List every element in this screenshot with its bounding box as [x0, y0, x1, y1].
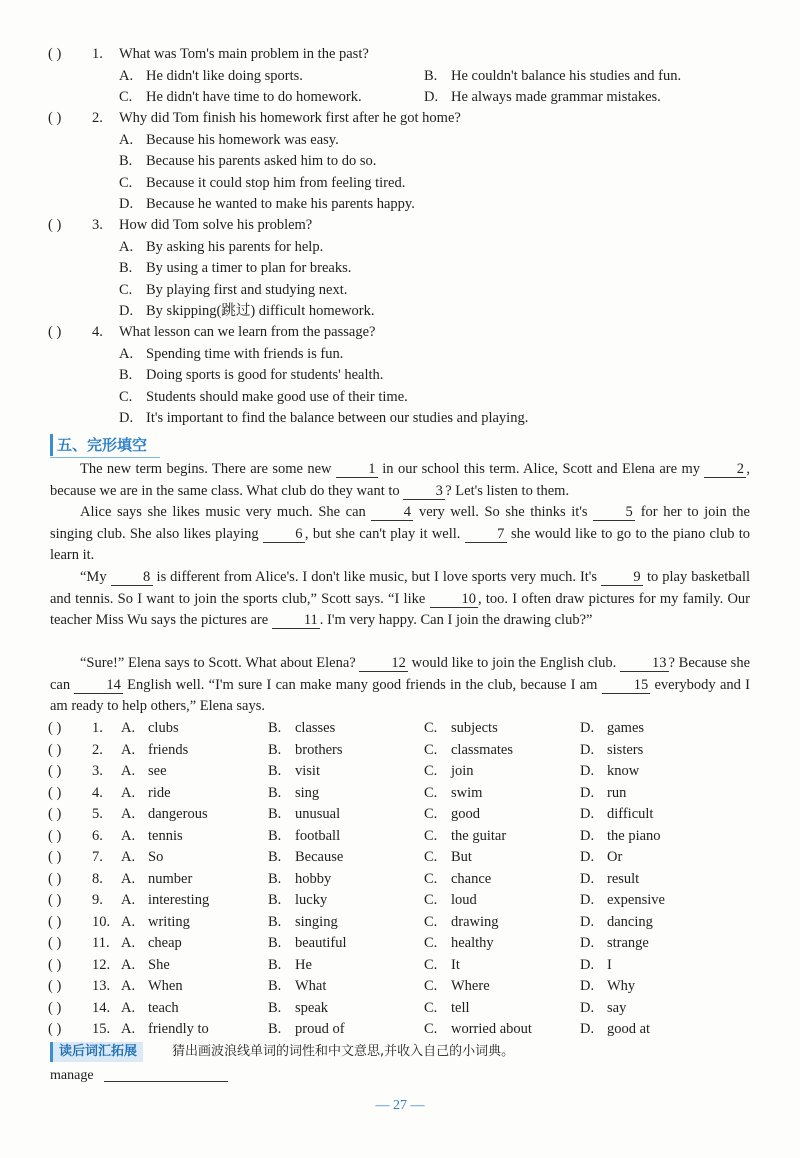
option-letter: D.	[580, 784, 595, 801]
option-letter: B.	[268, 849, 282, 865]
option-letter: A.	[121, 892, 136, 908]
option-letter: A.	[121, 978, 136, 994]
blank-2[interactable]: 2	[704, 461, 746, 478]
answer-bracket[interactable]: ( )	[48, 827, 62, 844]
blank-7[interactable]: 7	[465, 526, 507, 543]
option-a[interactable]: see	[148, 763, 167, 779]
option-d[interactable]: result	[607, 870, 640, 887]
option-a[interactable]: friendly to	[148, 1021, 209, 1037]
answer-bracket[interactable]: ( )	[48, 978, 62, 994]
passage-text: English well. “I'm sure I can make many good friends in the club, because I am	[122, 676, 602, 693]
passage-text: would like to join the English club.	[407, 655, 621, 671]
question-number: 11.	[92, 935, 110, 951]
question-text: Why did Tom finish his homework first after he got home?	[119, 110, 461, 126]
passage-text: “My	[80, 569, 111, 585]
blank-12[interactable]: 12	[359, 655, 408, 672]
option-letter: B.	[268, 978, 282, 994]
option-letter: C.	[424, 935, 438, 951]
passage-text: , too. I often draw pictures for my family. Our teacher Miss Wu says the pictures are	[50, 590, 751, 629]
question-number: 5.	[92, 806, 103, 822]
answer-bracket[interactable]: ( )	[48, 217, 62, 233]
blank-11[interactable]: 11	[272, 612, 320, 629]
question-number: 12.	[92, 956, 111, 973]
option-c[interactable]: healthy	[451, 935, 494, 951]
passage-text: , but she can't play it well.	[304, 525, 465, 542]
option-letter: D.	[580, 1021, 595, 1037]
option-text[interactable]: Because his parents asked him to do so.	[146, 153, 377, 169]
option-letter: C.	[119, 388, 133, 405]
option-text[interactable]: By playing first and studying next.	[146, 281, 348, 298]
passage-text: to play basketball and tennis. So I want to join the sports club,” Scott says. “I like	[50, 569, 750, 607]
option-d[interactable]: Or	[607, 849, 623, 865]
option-c[interactable]: subjects	[451, 720, 498, 736]
option-a[interactable]: cheap	[148, 935, 182, 951]
option-text[interactable]: Because it could stop him from feeling tired.	[146, 174, 406, 191]
option-c[interactable]: worried about	[451, 1021, 532, 1037]
passage-text: in our school this term. Alice, Scott and Elena are my	[377, 461, 705, 477]
option-letter: A.	[121, 806, 136, 822]
option-letter: B.	[424, 67, 438, 84]
option-letter: A.	[119, 345, 134, 362]
option-letter: C.	[424, 956, 438, 973]
answer-bracket[interactable]: ( )	[48, 763, 62, 779]
question-text: How did Tom solve his problem?	[119, 217, 313, 233]
option-letter: A.	[121, 956, 136, 973]
option-a[interactable]: interesting	[148, 892, 210, 908]
option-letter: A.	[121, 999, 136, 1016]
question-number: 9.	[92, 892, 103, 908]
option-letter: C.	[424, 892, 438, 908]
option-letter: C.	[424, 827, 438, 844]
answer-bracket[interactable]: ( )	[48, 956, 62, 973]
answer-bracket[interactable]: ( )	[48, 784, 62, 801]
passage-paragraph	[50, 653, 750, 718]
option-letter: A.	[121, 1021, 136, 1037]
option-letter: C.	[424, 784, 438, 801]
blank-4[interactable]: 4	[371, 504, 413, 521]
question-number: 15.	[92, 1021, 111, 1037]
option-letter: A.	[121, 827, 136, 844]
option-letter: C.	[424, 978, 438, 994]
passage-text: she would like to go to the piano club to learn it.	[50, 525, 750, 564]
vocab-instruction: 猜出画波浪线单词的词性和中文意思,并收入自己的小词典。	[172, 1044, 515, 1059]
option-b[interactable]: Because	[295, 849, 344, 865]
option-letter: D.	[119, 410, 134, 426]
option-c[interactable]: swim	[451, 784, 483, 801]
option-d[interactable]: good at	[607, 1021, 651, 1037]
option-letter: D.	[119, 303, 134, 319]
option-text[interactable]: Because he wanted to make his parents happy.	[146, 196, 415, 212]
option-c[interactable]: tell	[451, 999, 470, 1016]
option-letter: D.	[580, 999, 595, 1016]
option-a[interactable]: writing	[148, 913, 190, 930]
option-letter: D.	[580, 849, 595, 865]
page-number: — 27 —	[375, 1098, 425, 1113]
answer-bracket[interactable]: ( )	[48, 46, 62, 62]
option-b[interactable]: speak	[295, 999, 329, 1016]
option-b[interactable]: classes	[295, 720, 336, 736]
option-a[interactable]: ride	[148, 784, 171, 801]
passage-paragraph	[50, 567, 750, 632]
option-letter: B.	[119, 153, 133, 169]
option-letter: D.	[580, 741, 595, 758]
option-a[interactable]: friends	[148, 741, 189, 758]
question-number: 6.	[92, 827, 103, 844]
option-b[interactable]: He	[295, 956, 312, 973]
passage-text: “Sure!” Elena says to Scott. What about Elena?	[80, 655, 360, 671]
option-letter: A.	[121, 784, 136, 801]
option-letter: B.	[268, 763, 282, 779]
option-text[interactable]: He didn't like doing sports.	[146, 67, 303, 84]
option-d[interactable]: I	[607, 956, 612, 973]
blank-6[interactable]: 6	[263, 526, 305, 543]
option-a[interactable]: She	[148, 956, 170, 973]
option-letter: D.	[119, 196, 134, 212]
blank-1[interactable]: 1	[336, 461, 378, 478]
option-text[interactable]: Students should make good use of their time.	[146, 388, 408, 405]
question-number: 10.	[92, 913, 111, 930]
vocab-word: manage	[50, 1068, 94, 1083]
answer-bracket[interactable]: ( )	[48, 324, 62, 340]
option-letter: B.	[119, 367, 133, 383]
option-letter: A.	[119, 131, 134, 148]
passage-text: The new term begins. There are some new	[80, 461, 336, 477]
option-text[interactable]: By skipping(跳过) difficult homework.	[146, 303, 375, 319]
option-d[interactable]: say	[607, 999, 627, 1016]
option-text[interactable]: It's important to find the balance between our studies and playing.	[146, 410, 529, 426]
option-letter: C.	[424, 720, 438, 736]
passage-text: for her to join the singing club. She also likes playing	[50, 504, 750, 542]
option-c[interactable]: join	[451, 763, 474, 779]
option-letter: B.	[268, 999, 282, 1016]
passage-text: is different from Alice's. I don't like music, but I love sports very much. It's	[152, 569, 602, 585]
option-letter: B.	[268, 827, 282, 844]
option-letter: C.	[424, 849, 438, 865]
option-d[interactable]: expensive	[607, 892, 665, 908]
option-b[interactable]: What	[295, 978, 327, 994]
option-letter: B.	[268, 956, 282, 973]
option-letter: D.	[580, 763, 595, 779]
answer-bracket[interactable]: ( )	[48, 849, 62, 865]
option-letter: D.	[580, 720, 595, 736]
option-b[interactable]: unusual	[295, 806, 341, 822]
answer-bracket[interactable]: ( )	[48, 935, 62, 951]
blank-5[interactable]: 5	[593, 504, 635, 521]
blank-10[interactable]: 10	[430, 591, 479, 608]
option-letter: C.	[424, 999, 438, 1016]
option-letter: C.	[424, 1021, 438, 1037]
option-letter: B.	[119, 260, 133, 276]
option-text[interactable]: He couldn't balance his studies and fun.	[451, 67, 682, 84]
option-letter: D.	[580, 827, 595, 844]
blank-8[interactable]: 8	[111, 569, 153, 586]
vocab-tag: 读后词汇拓展	[50, 1042, 143, 1062]
option-d[interactable]: know	[607, 763, 640, 779]
option-d[interactable]: Why	[607, 978, 636, 994]
option-letter: D.	[580, 978, 595, 994]
option-letter: A.	[121, 849, 136, 865]
option-d[interactable]: difficult	[607, 806, 654, 822]
passage-text: very well. So she thinks it's	[413, 504, 594, 520]
option-a[interactable]: When	[148, 978, 183, 994]
option-c[interactable]: loud	[451, 892, 477, 908]
blank-13[interactable]: 13	[620, 655, 669, 672]
option-letter: B.	[268, 1021, 282, 1037]
question-text: What lesson can we learn from the passage?	[119, 324, 376, 340]
option-letter: A.	[119, 67, 134, 84]
blank-14[interactable]: 14	[74, 677, 123, 694]
option-c[interactable]: But	[451, 849, 472, 865]
question-number: 8.	[92, 870, 103, 887]
question-number: 13.	[92, 978, 111, 994]
option-letter: B.	[268, 741, 282, 758]
answer-bracket[interactable]: ( )	[48, 892, 62, 908]
option-letter: A.	[119, 238, 134, 255]
vocab-answer-line[interactable]	[104, 1081, 228, 1082]
option-text[interactable]: Doing sports is good for students' health.	[146, 367, 384, 383]
option-c[interactable]: the guitar	[451, 827, 507, 844]
option-c[interactable]: good	[451, 806, 480, 822]
answer-bracket[interactable]: ( )	[48, 870, 62, 887]
option-text[interactable]: He always made grammar mistakes.	[451, 89, 661, 105]
section-title: 五、完形填空	[50, 434, 151, 456]
passage-paragraph	[50, 502, 750, 567]
answer-bracket[interactable]: ( )	[48, 741, 62, 758]
option-letter: B.	[268, 806, 282, 822]
option-a[interactable]: clubs	[148, 720, 179, 736]
option-b[interactable]: singing	[295, 913, 338, 930]
question-number: 1.	[92, 46, 103, 62]
option-d[interactable]: games	[607, 720, 645, 736]
question-number: 1.	[92, 720, 103, 736]
option-c[interactable]: chance	[451, 870, 492, 887]
option-a[interactable]: dangerous	[148, 806, 208, 822]
option-b[interactable]: lucky	[295, 892, 328, 908]
option-letter: C.	[119, 281, 133, 298]
answer-bracket[interactable]: ( )	[48, 999, 62, 1016]
option-d[interactable]: strange	[607, 935, 649, 951]
answer-bracket[interactable]: ( )	[48, 110, 62, 126]
option-a[interactable]: teach	[148, 999, 179, 1016]
question-number: 3.	[92, 217, 103, 233]
option-text[interactable]: By using a timer to plan for breaks.	[146, 260, 352, 276]
option-b[interactable]: beautiful	[295, 935, 347, 951]
option-letter: A.	[121, 720, 136, 736]
answer-bracket[interactable]: ( )	[48, 720, 62, 736]
passage-text: , because we are in the same class. What club do they want to	[50, 461, 750, 499]
section-underline	[50, 457, 160, 458]
blank-15[interactable]: 15	[602, 677, 651, 694]
option-text[interactable]: Because his homework was easy.	[146, 131, 339, 148]
option-c[interactable]: It	[451, 956, 460, 973]
option-letter: B.	[268, 913, 282, 930]
option-d[interactable]: the piano	[607, 827, 661, 844]
option-a[interactable]: So	[148, 849, 164, 865]
option-letter: B.	[268, 720, 282, 736]
question-text: What was Tom's main problem in the past?	[119, 46, 369, 62]
option-b[interactable]: sing	[295, 784, 320, 801]
option-a[interactable]: tennis	[148, 827, 183, 844]
option-text[interactable]: By asking his parents for help.	[146, 238, 324, 255]
option-letter: D.	[580, 956, 595, 973]
option-letter: C.	[424, 763, 438, 779]
option-c[interactable]: Where	[451, 978, 490, 994]
option-letter: D.	[424, 89, 439, 105]
option-d[interactable]: dancing	[607, 913, 653, 930]
question-number: 14.	[92, 999, 111, 1016]
option-letter: C.	[424, 913, 438, 930]
option-letter: C.	[424, 741, 438, 758]
option-letter: B.	[268, 892, 282, 908]
question-number: 4.	[92, 324, 103, 340]
blank-3[interactable]: 3	[403, 483, 445, 500]
blank-9[interactable]: 9	[601, 569, 643, 586]
option-letter: B.	[268, 784, 282, 801]
option-letter: D.	[580, 892, 595, 908]
option-c[interactable]: classmates	[451, 741, 514, 758]
passage-paragraph	[50, 459, 750, 502]
option-letter: C.	[119, 89, 133, 105]
question-number: 2.	[92, 110, 103, 126]
option-letter: A.	[121, 913, 136, 930]
option-letter: C.	[119, 174, 133, 191]
option-letter: A.	[121, 870, 136, 887]
passage-text: . I'm very happy. Can I join the drawing club?”	[319, 612, 593, 629]
option-letter: D.	[580, 935, 595, 951]
option-letter: A.	[121, 763, 136, 779]
option-letter: D.	[580, 913, 595, 930]
passage-text: Alice says she likes music very much. She can	[80, 504, 372, 520]
option-letter: B.	[268, 870, 282, 887]
passage-text: ? Because she can	[50, 655, 750, 693]
question-number: 7.	[92, 849, 103, 865]
option-b[interactable]: brothers	[295, 741, 343, 758]
option-d[interactable]: sisters	[607, 741, 644, 758]
option-text[interactable]: He didn't have time to do homework.	[146, 89, 362, 105]
passage-text: everybody and I am ready to help others,” Elena says.	[50, 676, 750, 715]
option-letter: A.	[121, 935, 136, 951]
question-number: 4.	[92, 784, 103, 801]
option-b[interactable]: hobby	[295, 870, 332, 887]
option-b[interactable]: visit	[295, 763, 320, 779]
option-a[interactable]: number	[148, 870, 193, 887]
option-c[interactable]: drawing	[451, 913, 499, 930]
question-number: 2.	[92, 741, 103, 758]
option-letter: C.	[424, 870, 438, 887]
option-letter: B.	[268, 935, 282, 951]
question-number: 3.	[92, 763, 103, 779]
option-b[interactable]: proud of	[295, 1021, 345, 1037]
option-letter: C.	[424, 806, 438, 822]
answer-bracket[interactable]: ( )	[48, 806, 62, 822]
option-text[interactable]: Spending time with friends is fun.	[146, 345, 344, 362]
answer-bracket[interactable]: ( )	[48, 1021, 62, 1037]
option-letter: D.	[580, 870, 595, 887]
option-letter: D.	[580, 806, 595, 822]
option-d[interactable]: run	[607, 784, 627, 801]
passage-text: ? Let's listen to them.	[445, 482, 570, 499]
answer-bracket[interactable]: ( )	[48, 913, 62, 930]
option-letter: A.	[121, 741, 136, 758]
option-b[interactable]: football	[295, 827, 341, 844]
